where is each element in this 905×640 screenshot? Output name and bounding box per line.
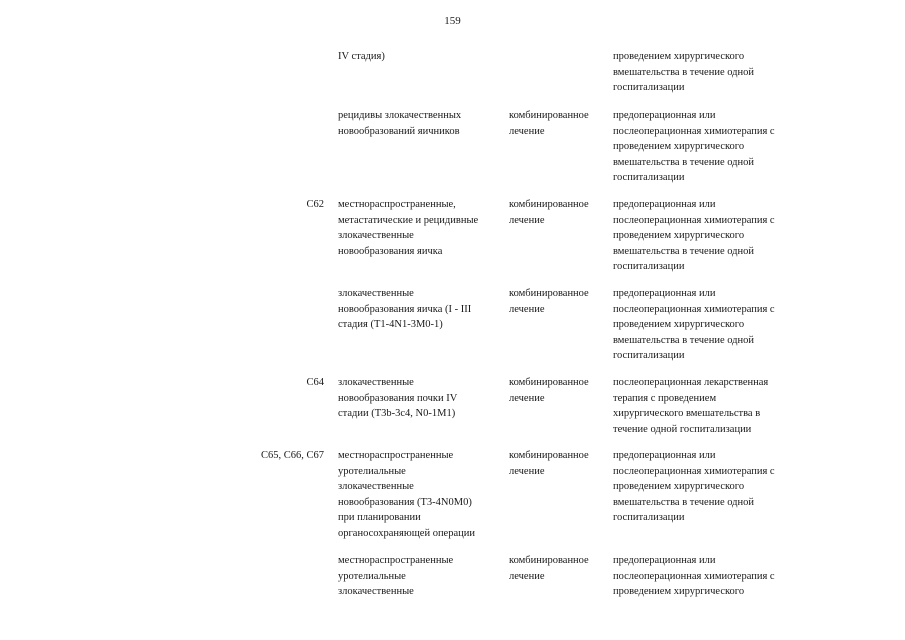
diagnosis-text: местнораспространенные уротелиальные злокачественные новообразования (T3-4N0M0) при планировании органосохраняющей операции: [338, 450, 475, 539]
treatment-method: предоперационная или послеоперационная химиотерапия с проведением хирургического вмешательства в течение одной госпитализации: [613, 199, 775, 272]
treatment-type: комбинированное лечение: [509, 288, 589, 315]
page-number: 159: [444, 15, 461, 27]
treatment-method: предоперационная или послеоперационная химиотерапия с проведением хирургического вмешательства в течение одной госпитализации: [613, 110, 775, 183]
treatment-type: комбинированное лечение: [509, 555, 589, 582]
treatment-method: проведением хирургического вмешательства в течение одной госпитализации: [613, 51, 755, 93]
treatment-method: предоперационная или послеоперационная химиотерапия с проведением хирургического вмешательства в течение одной госпитализации: [613, 288, 775, 361]
icd-code: C62: [306, 199, 324, 210]
treatment-method: предоперационная или послеоперационная химиотерапия с проведением хирургического вмешательства в течение одной госпитализации: [613, 450, 775, 523]
treatment-type: комбинированное лечение: [509, 110, 589, 137]
treatment-method: послеоперационная лекарственная терапия с проведением хирургического вмешательства в течение одной госпитализации: [613, 377, 769, 435]
diagnosis-text: местнораспространенные, метастатические и рецидивные злокачественные новообразования яичка: [338, 199, 479, 257]
diagnosis-text: местнораспространенные уротелиальные злокачественные: [338, 555, 454, 597]
icd-code: C64: [306, 377, 324, 388]
treatment-type: комбинированное лечение: [509, 199, 589, 226]
treatment-type: комбинированное лечение: [509, 450, 589, 477]
diagnosis-text: злокачественные новообразования яичка (I - III стадия (T1-4N1-3M0-1): [338, 288, 472, 330]
treatment-method: предоперационная или послеоперационная химиотерапия с проведением хирургического: [613, 555, 775, 597]
diagnosis-text: злокачественные новообразования почки IV стадии (T3b-3c4, N0-1M1): [338, 377, 458, 419]
icd-code: C65, C66, C67: [260, 450, 324, 461]
diagnosis-text: IV стадия): [338, 51, 385, 62]
treatment-type: комбинированное лечение: [509, 377, 589, 404]
diagnosis-text: рецидивы злокачественных новообразований яичников: [338, 110, 462, 137]
